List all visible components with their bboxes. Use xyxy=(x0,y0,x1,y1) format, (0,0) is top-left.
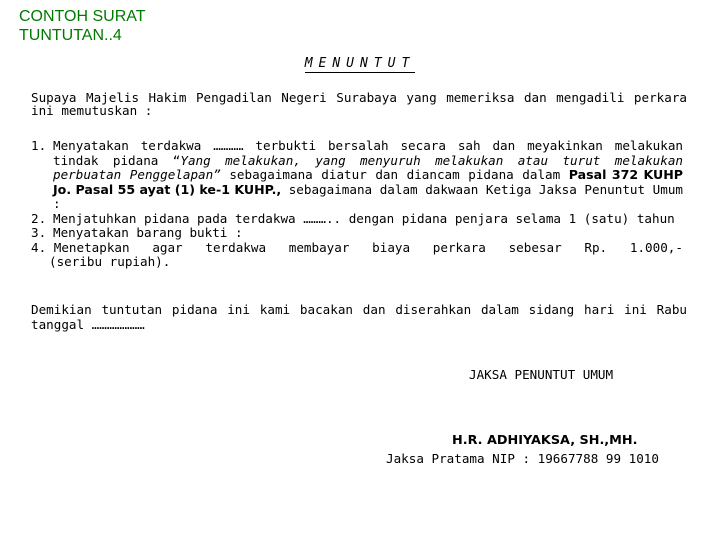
item-2-text: Menjatuhkan pidana pada terdakwa ……….. dengan pidana penjara selama 1 (satu) tahun xyxy=(53,210,675,226)
item-1-text-c: sebagaimana dalam dakwaan Ketiga Jaksa Penuntut Umum : xyxy=(53,181,683,211)
item-4-word: agar xyxy=(152,239,183,255)
item-3-text: Menyatakan barang bukti : xyxy=(53,225,243,240)
item-4-word: 1.000,- xyxy=(629,239,683,255)
closing-paragraph: Demikian tuntutan pidana ini kami bacakan dan diserahkan dalam sidang hari ini Rabu tanggal ………………… xyxy=(31,302,687,332)
list-number: 2. xyxy=(31,210,47,226)
intro-paragraph: Supaya Majelis Hakim Pengadilan Negeri Surabaya yang memeriksa dan mengadili perkara ini memutuskan : xyxy=(31,90,687,119)
signature-title-nip: Jaksa Pratama NIP : 19667788 99 1010 xyxy=(386,451,659,466)
document-heading xyxy=(0,56,720,71)
list-number: 3. xyxy=(31,225,47,240)
list-number: 1. xyxy=(31,138,47,153)
list-item-1 xyxy=(31,139,683,212)
signature-name: H.R. ADHIYAKSA, SH.,MH. xyxy=(452,433,638,448)
slide-title-line-1: CONTOH SURAT xyxy=(19,8,146,25)
item-4-line-2: (seribu rupiah). xyxy=(49,254,171,269)
item-4-word: Rp. xyxy=(584,239,608,255)
heading-text: MENUNTUT xyxy=(304,56,416,71)
item-4-word: biaya xyxy=(372,239,411,255)
slide-title xyxy=(19,7,146,45)
item-4-word: terdakwa xyxy=(205,239,267,255)
item-1-bold: Pasal 372 KUHP Jo. Pasal 55 ayat (1) ke-1 KUHP., xyxy=(53,167,683,197)
item-4-word: perkara xyxy=(432,239,486,255)
list-item-3 xyxy=(31,226,683,241)
item-4-word: sebesar xyxy=(508,239,562,255)
signature-office: JAKSA PENUNTUT UMUM xyxy=(469,367,614,382)
item-4-word: membayar xyxy=(288,239,350,255)
slide-title-line-2: TUNTUTAN..4 xyxy=(19,27,122,44)
item-1-text-a: Menyatakan terdakwa ………… terbukti bersalah secara sah dan meyakinkan melakukan tindak pidana “ xyxy=(53,138,683,168)
item-1-italic: Yang melakukan, yang menyuruh melakukan atau turut melakukan perbuatan Penggelapan” xyxy=(53,152,683,182)
list-item-4 xyxy=(31,241,683,270)
demand-list xyxy=(31,139,683,270)
item-4-line-1 xyxy=(31,241,683,256)
item-4-word: Menetapkan xyxy=(53,239,130,255)
item-1-text-b: sebagaimana diatur dan diancam pidana dalam xyxy=(220,167,569,182)
list-number: 4. xyxy=(31,239,47,255)
list-item-2 xyxy=(31,212,683,227)
